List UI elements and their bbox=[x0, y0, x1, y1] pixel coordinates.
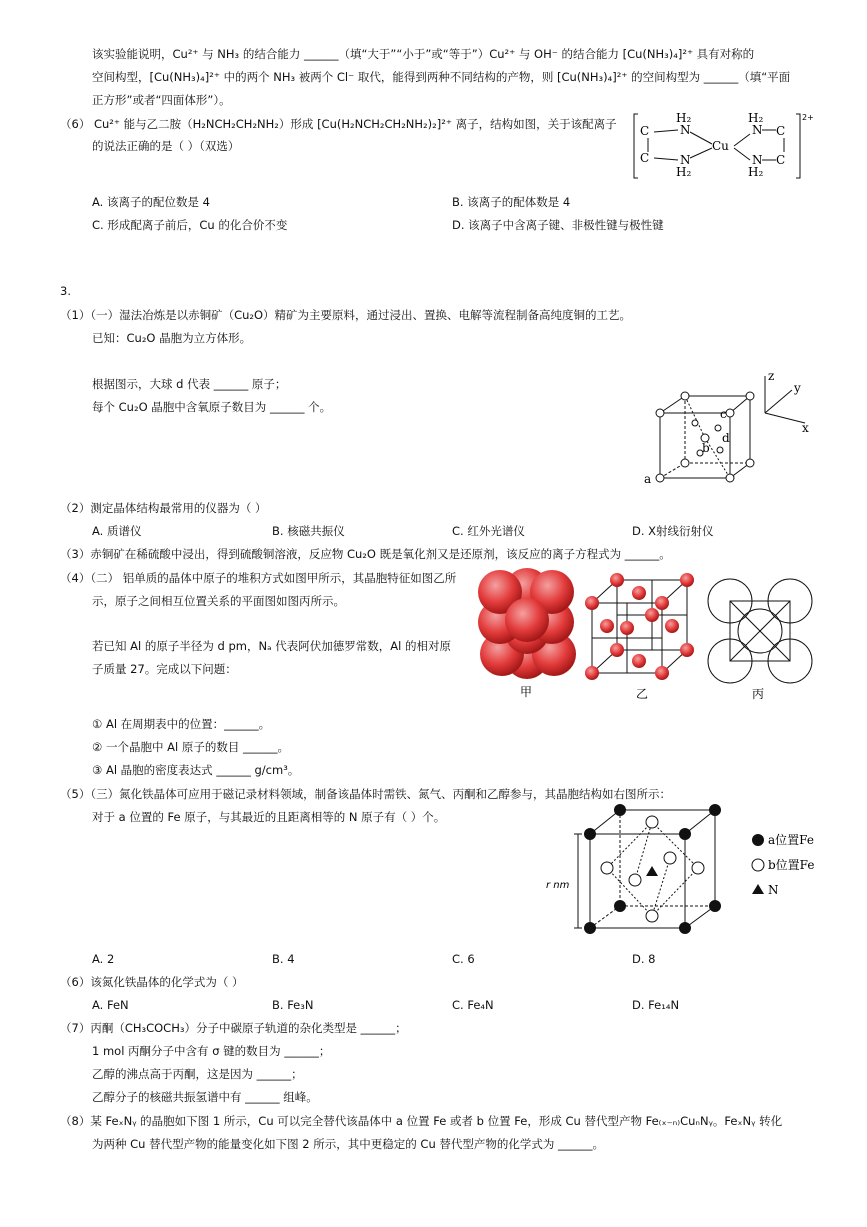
legend-a-fe: a位置Fe bbox=[768, 833, 814, 847]
option-a[interactable]: A. 该离子的配位数是 4 bbox=[92, 195, 210, 209]
h2-label: H₂ bbox=[676, 165, 692, 179]
legend-n: N bbox=[768, 883, 779, 897]
question-text: 为两种 Cu 替代型产物的能量变化如下图 2 所示，其中更稳定的 Cu 替代型产物的化学式为 ______。 bbox=[92, 1137, 605, 1151]
option-b[interactable]: B. Fe₃N bbox=[272, 998, 314, 1012]
option-d[interactable]: D. 8 bbox=[632, 952, 656, 966]
option-d[interactable]: D. Fe₁₄N bbox=[632, 998, 680, 1012]
question-text: 乙醇的沸点高于丙酮，这是因为 ______； bbox=[92, 1067, 303, 1081]
c-label: C bbox=[776, 153, 786, 167]
n-label: N bbox=[752, 153, 763, 167]
al-unit-cell-figure-yi bbox=[582, 568, 702, 703]
question-text: 子质量 27。完成以下问题： bbox=[92, 662, 237, 676]
question-text: （7）丙酮（CH₃COCH₃）分子中碳原子轨道的杂化类型是 ______； bbox=[60, 1021, 407, 1035]
option-c[interactable]: C. Fe₄N bbox=[452, 998, 494, 1012]
question-text: 乙醇分子的核磁共振氢谱中有 ______ 组峰。 bbox=[92, 1090, 318, 1104]
option-a[interactable]: A. 质谱仪 bbox=[92, 524, 142, 538]
c-label: C bbox=[640, 124, 650, 138]
axis-x: x bbox=[802, 421, 809, 435]
label-b: b bbox=[702, 441, 710, 455]
label-d: d bbox=[722, 431, 730, 445]
question-text: （6）该氮化铁晶体的化学式为（ ） bbox=[60, 975, 244, 989]
question-text: 示，原子之间相互位置关系的平面图如图丙所示。 bbox=[92, 594, 345, 608]
figure-label-bing: 丙 bbox=[752, 687, 765, 701]
question-text: （5）（三）氮化铁晶体可应用于磁记录材料领域，制备该晶体时需铁、氮气、丙酮和乙醇参与，其晶胞结构如右图所示： bbox=[60, 787, 672, 801]
option-d[interactable]: D. 该离子中含离子键、非极性键与极性键 bbox=[452, 218, 664, 232]
charge-label: 2+ bbox=[802, 113, 814, 122]
question-text: 对于 a 位置的 Fe 原子，与其最近的且距离相等的 N 原子有（ ）个。 bbox=[92, 810, 446, 824]
figure-label-jia: 甲 bbox=[520, 685, 533, 699]
n-label: N bbox=[752, 123, 763, 137]
question-text: 根据图示，大球 d 代表 ______ 原子； bbox=[92, 377, 287, 391]
question-text: 1 mol 丙酮分子中含有 σ 键的数目为 ______； bbox=[92, 1044, 331, 1058]
h2-label: H₂ bbox=[748, 111, 764, 125]
option-c[interactable]: C. 形成配离子前后，Cu 的化合价不变 bbox=[92, 218, 288, 232]
question-text: （8）某 FeₓNᵧ 的晶胞如下图 1 所示，Cu 可以完全替代该晶体中 a 位置 Fe 或者 b 位置 Fe，形成 Cu 替代型产物 Fe₍ₓ₋ₙ₎CuₙNᵧ。FeₓNᵧ 转化 bbox=[60, 1114, 783, 1128]
label-a: a bbox=[644, 472, 652, 486]
al-plane-figure-bing bbox=[705, 576, 815, 701]
h2-label: H₂ bbox=[676, 111, 692, 125]
option-b[interactable]: B. 该离子的配体数是 4 bbox=[452, 195, 571, 209]
legend-b-fe: b位置Fe bbox=[768, 858, 815, 872]
question-text: （6） Cu²⁺ 能与乙二胺（H₂NCH₂CH₂NH₂）形成 [Cu(H₂NCH₂CH₂NH₂)₂]²⁺ 离子，结构如图，关于该配离子 bbox=[60, 117, 617, 131]
option-a[interactable]: A. 2 bbox=[92, 952, 115, 966]
option-b[interactable]: B. 核磁共振仪 bbox=[272, 524, 345, 538]
al-packing-figure-jia bbox=[472, 562, 582, 702]
text-line: 正方形”或者“四面体形”）。 bbox=[92, 93, 231, 107]
question-text: （3）赤铜矿在稀硫酸中浸出，得到硫酸铜溶液，反应物 Cu₂O 既是氧化剂又是还原剂，该反应的离子方程式为 ______。 bbox=[60, 547, 671, 561]
label-c: c bbox=[720, 407, 727, 421]
question-number: 3. bbox=[60, 284, 71, 298]
question-text: （2）测定晶体结构最常用的仪器为（ ） bbox=[60, 501, 267, 515]
sub-question: ③ Al 晶胞的密度表达式 ______ g/cm³。 bbox=[92, 763, 300, 777]
option-b[interactable]: B. 4 bbox=[272, 952, 295, 966]
cu-ethylenediamine-structure bbox=[632, 108, 812, 183]
sub-question: ① Al 在周期表中的位置：______。 bbox=[92, 717, 271, 731]
c-label: C bbox=[776, 124, 786, 138]
n-label: N bbox=[680, 153, 691, 167]
h2-label: H₂ bbox=[748, 165, 764, 179]
cu2o-unit-cell-figure bbox=[640, 368, 815, 488]
text-line: 该实验能说明，Cu²⁺ 与 NH₃ 的结合能力 ______（填“大于”“小于”或“等于”）Cu²⁺ 与 OH⁻ 的结合能力 [Cu(NH₃)₄]²⁺ 具有对称的 bbox=[92, 47, 755, 61]
question-text: 的说法正确的是（ ）（双选） bbox=[92, 139, 240, 153]
c-label: C bbox=[640, 151, 650, 165]
question-text: （4）（二） 铝单质的晶体中原子的堆积方式如图甲所示，其晶胞特征如图乙所 bbox=[60, 571, 457, 585]
question-text: 若已知 Al 的原子半径为 d pm，Nₐ 代表阿伏加德罗常数，Al 的相对原 bbox=[92, 639, 451, 653]
text-line: 空间构型，[Cu(NH₃)₄]²⁺ 中的两个 NH₃ 被两个 Cl⁻ 取代，能得到两种不同结构的产物，则 [Cu(NH₃)₄]²⁺ 的空间构型为 ______（填“平面 bbox=[92, 70, 791, 84]
axis-y: y bbox=[794, 381, 801, 395]
question-text: 已知：Cu₂O 晶胞为立方体形。 bbox=[92, 331, 252, 345]
axis-z: z bbox=[768, 369, 775, 383]
option-d[interactable]: D. X射线衍射仪 bbox=[632, 524, 714, 538]
question-text: （1）（一）湿法冶炼是以赤铜矿（Cu₂O）精矿为主要原料，通过浸出、置换、电解等流程制备高纯度铜的工艺。 bbox=[60, 308, 632, 322]
option-c[interactable]: C. 6 bbox=[452, 952, 475, 966]
cu-label: Cu bbox=[712, 139, 729, 153]
option-a[interactable]: A. FeN bbox=[92, 998, 129, 1012]
n-label: N bbox=[680, 123, 691, 137]
figure-label-yi: 乙 bbox=[636, 687, 649, 701]
option-c[interactable]: C. 红外光谱仪 bbox=[452, 524, 525, 538]
question-text: 每个 Cu₂O 晶胞中含氧原子数目为 ______ 个。 bbox=[92, 400, 332, 414]
iron-nitride-unit-cell-figure bbox=[530, 800, 820, 945]
sub-question: ② 一个晶胞中 Al 原子的数目 ______。 bbox=[92, 740, 289, 754]
dimension-label: r nm bbox=[546, 880, 570, 891]
